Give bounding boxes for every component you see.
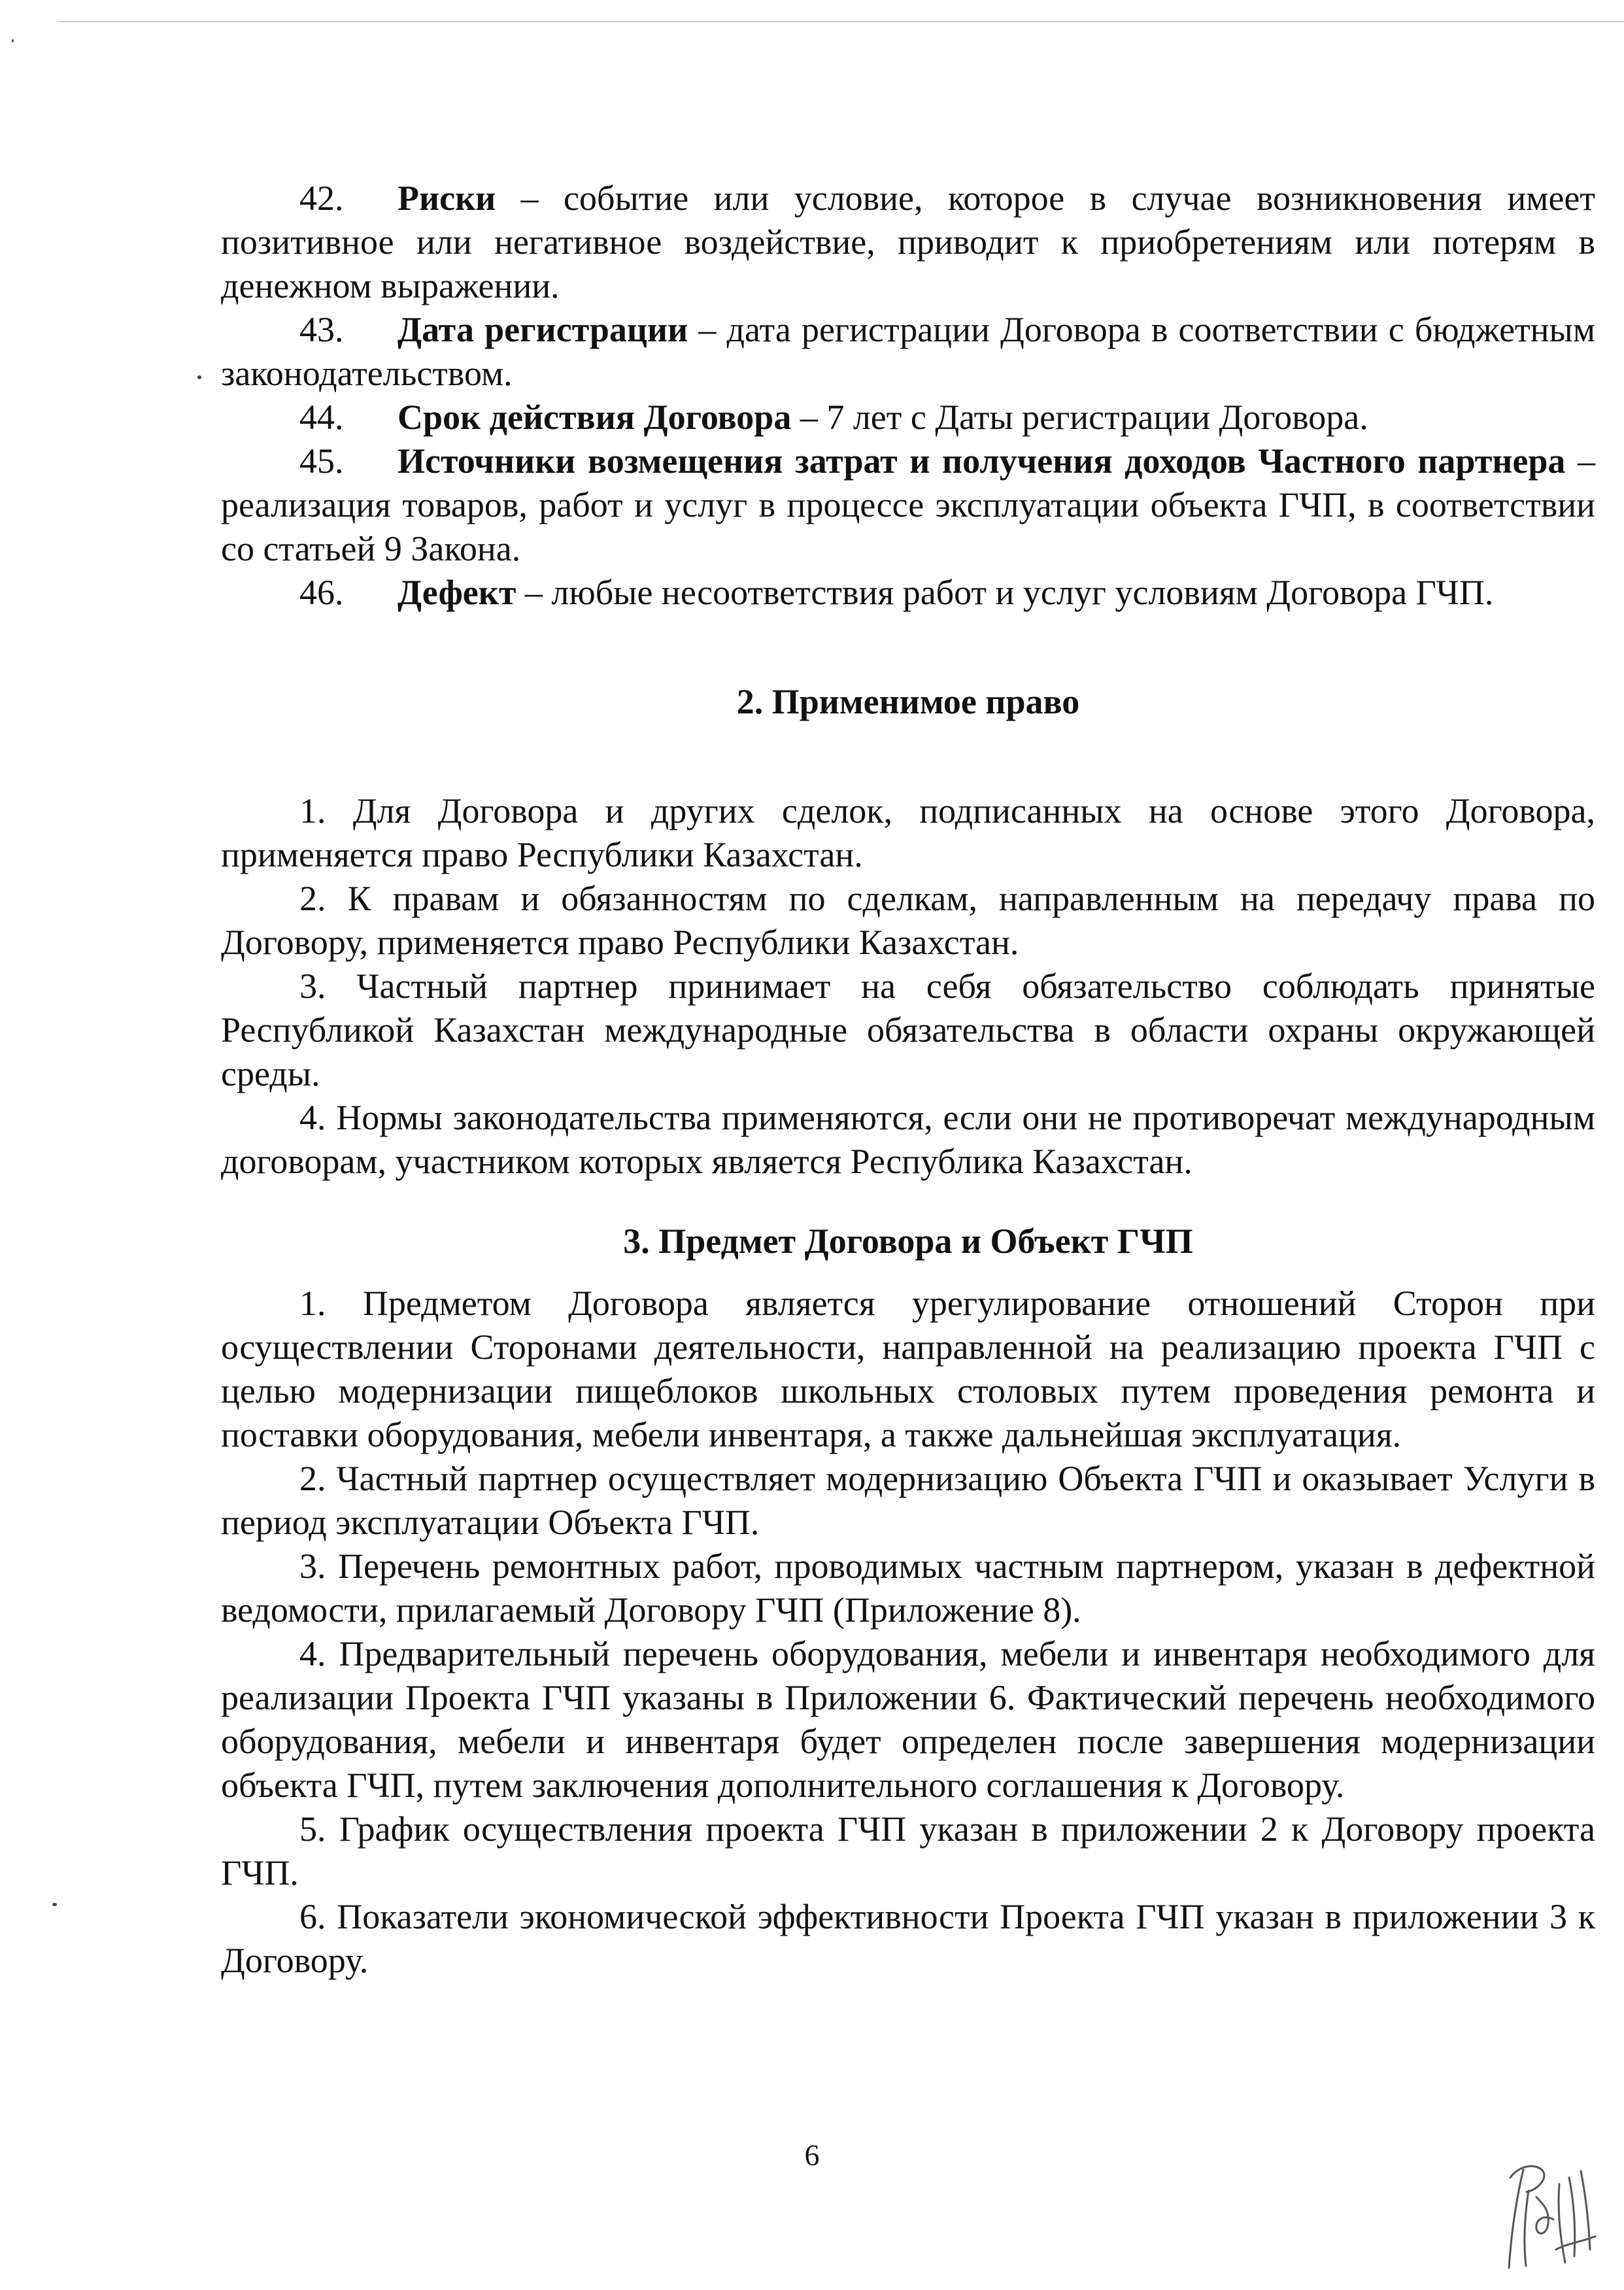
definition-item [221,439,1595,571]
scan-speck [197,375,201,379]
definition-number: 44. [299,398,344,437]
scan-speck [12,39,14,43]
section-title-applicable-law: 2. Применимое право [736,682,1080,721]
definition-number: 43. [299,310,344,349]
definition-term: Риски [398,179,496,218]
section-paragraph: 3. Перечень ремонтных работ, проводимых частным партнером, указан в дефектной ведомости, прилагаемый Договору ГЧП (Приложение 8). [221,1547,1595,1630]
section-paragraph: 1. Для Договора и других сделок, подписанных на основе этого Договора, применяется право Республики Казахстан. [221,791,1595,874]
scan-edge-line [59,21,1624,22]
definition-number: 42. [299,179,344,218]
section-paragraph: 4. Нормы законодательства применяются, если они не противоречат международным договорам, участником которых является Республика Казахстан. [221,1098,1595,1181]
definition-text: – событие или условие, которое в случае возникновения имеет позитивное или негативное воздействие, приводит к приобретениям или потерям в денежном выражении. [221,179,1595,305]
section-paragraph: 3. Частный партнер принимает на себя обязательство соблюдать принятые Республикой Казахстан международные обязательства в области охраны окружающей среды. [221,966,1595,1093]
scan-speck [52,1903,57,1906]
section-paragraph: 6. Показатели экономической эффективности Проекта ГЧП указан в приложении 3 к Договору. [221,1897,1595,1980]
definition-term: Срок действия Договора [398,398,792,437]
definition-term: Дефект [398,573,516,612]
definition-text: – реализация товаров, работ и услуг в процессе эксплуатации объекта ГЧП, в соответствии со статьей 9 Закона. [221,441,1596,568]
definition-item [221,571,1595,615]
document-body [221,177,1595,1983]
definition-item [221,308,1595,396]
section-subject [221,1282,1595,1983]
handwritten-signature-icon [1497,2151,1602,2276]
section-title-subject: 3. Предмет Договора и Объект ГЧП [623,1222,1193,1261]
section-applicable-law [221,789,1595,1184]
section-paragraph: 1. Предметом Договора является урегулирование отношений Сторон при осуществлении Сторонами деятельности, направленной на реализацию проекта ГЧП с целью модернизации пищеблоков школьных столовых путем проведения ремонта и поставки оборудования, мебели инвентаря, а также дальнейшая эксплуатация. [221,1284,1595,1454]
definition-item [221,177,1595,308]
section-paragraph: 2. К правам и обязанностям по сделкам, направленным на передачу права по Договору, применяется право Республики Казахстан. [221,879,1595,962]
definition-text: – дата регистрации Договора в соответствии с бюджетным законодательством. [221,310,1595,393]
definition-item [221,396,1595,439]
definition-number: 46. [299,573,344,612]
definition-term: Источники возмещения затрат и получения доходов Частного партнера [398,441,1566,481]
definition-text: – любые несоответствия работ и услуг условиям Договора ГЧП. [516,573,1494,612]
section-paragraph: 4. Предварительный перечень оборудования, мебели и инвентаря необходимого для реализации Проекта ГЧП указаны в Приложении 6. Фактический перечень необходимого оборудования, мебели и инвентаря будет определен после завершения модернизации объекта ГЧП, путем заключения дополнительного соглашения к Договору. [221,1634,1595,1805]
section-paragraph: 5. График осуществления проекта ГЧП указан в приложении 2 к Договору проекта ГЧП. [221,1809,1595,1892]
definitions-list [221,177,1595,615]
section-paragraph: 2. Частный партнер осуществляет модернизацию Объекта ГЧП и оказывает Услуги в период эксплуатации Объекта ГЧП. [221,1459,1595,1542]
page-number: 6 [804,2138,820,2172]
definition-number: 45. [299,441,344,481]
definition-text: – 7 лет с Даты регистрации Договора. [791,398,1368,437]
definition-term: Дата регистрации [398,310,688,349]
